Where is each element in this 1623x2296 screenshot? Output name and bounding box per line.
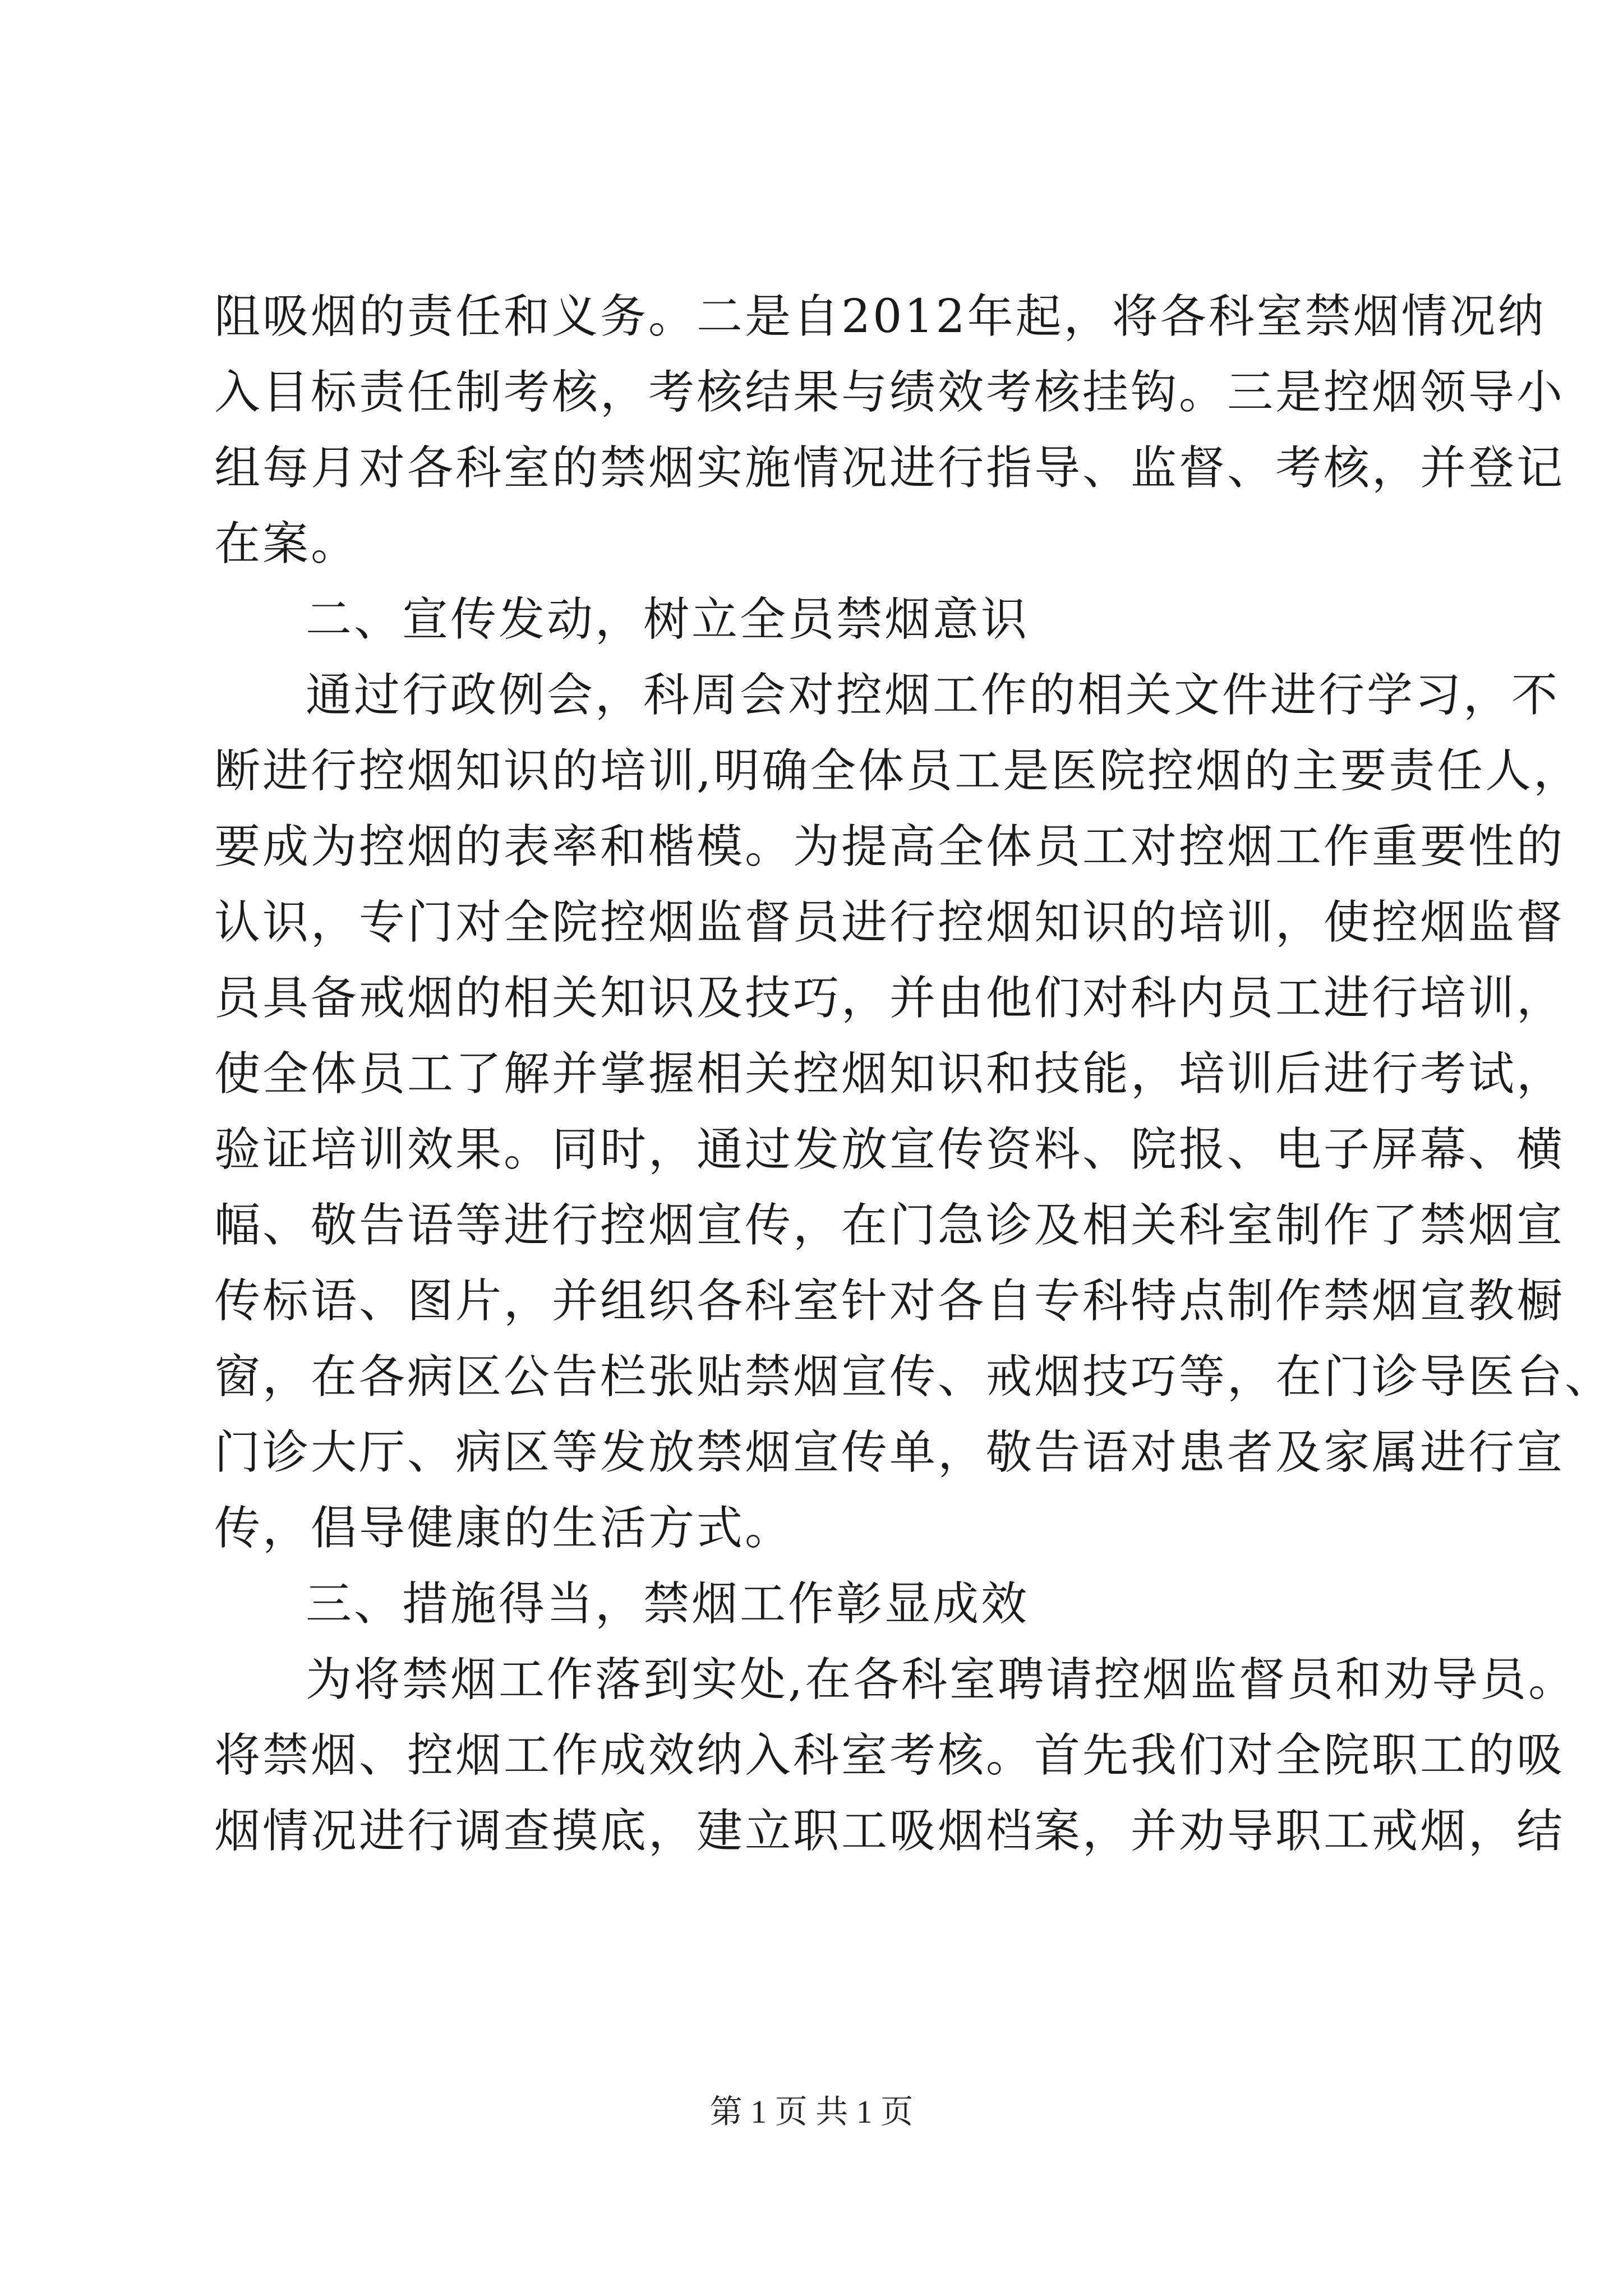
text-line-1: 阻吸烟的责任和义务。二是自2012年起，将各科室禁烟情况纳: [214, 290, 1546, 343]
text-line-16: 门诊大厅、病区等发放禁烟宣传单，敬告语对患者及家属进行宣: [214, 1426, 1565, 1479]
text-line-7: 断进行控烟知识的培训,明确全体员工是医院控烟的主要责任人，: [214, 744, 1582, 798]
text-line-11: 使全体员工了解并掌握相关控烟知识和技能，培训后进行考试，: [214, 1047, 1565, 1101]
text-line-21: 烟情况进行调查摸底，建立职工吸烟档案，并劝导职工戒烟，结: [214, 1805, 1565, 1858]
section-heading-2: 二、宣传发动，树立全员禁烟意识: [306, 593, 1030, 646]
text-line-12: 验证培训效果。同时，通过发放宣传资料、院报、电子屏幕、横: [214, 1123, 1565, 1176]
text-line-8: 要成为控烟的表率和楷模。为提高全体员工对控烟工作重要性的: [214, 820, 1565, 873]
page-footer: 第 1 页 共 1 页: [709, 2093, 914, 2130]
text-line-20: 将禁烟、控烟工作成效纳入科室考核。首先我们对全院职工的吸: [214, 1729, 1565, 1782]
text-line-6: 通过行政例会，科周会对控烟工作的相关文件进行学习，不: [306, 669, 1560, 722]
text-line-15: 窗，在各病区公告栏张贴禁烟宣传、戒烟技巧等，在门诊导医台、: [214, 1350, 1613, 1404]
text-line-4: 在案。: [214, 517, 359, 570]
text-line-10: 员具备戒烟的相关知识及技巧，并由他们对科内员工进行培训，: [214, 972, 1565, 1025]
text-line-13: 幅、敬告语等进行控烟宣传，在门急诊及相关科室制作了禁烟宣: [214, 1199, 1565, 1252]
text-line-9: 认识，专门对全院控烟监督员进行控烟知识的培训，使控烟监督: [214, 896, 1565, 949]
text-line-19: 为将禁烟工作落到实处,在各科室聘请控烟监督员和劝导员。: [306, 1653, 1577, 1706]
section-heading-3: 三、措施得当，禁烟工作彰显成效: [306, 1577, 1030, 1631]
text-line-3: 组每月对各科室的禁烟实施情况进行指导、监督、考核，并登记: [214, 441, 1565, 495]
text-line-17: 传，倡导健康的生活方式。: [214, 1502, 794, 1555]
text-line-2: 入目标责任制考核，考核结果与绩效考核挂钩。三是控烟领导小: [214, 366, 1565, 419]
text-line-14: 传标语、图片，并组织各科室针对各自专科特点制作禁烟宣教橱: [214, 1274, 1565, 1328]
